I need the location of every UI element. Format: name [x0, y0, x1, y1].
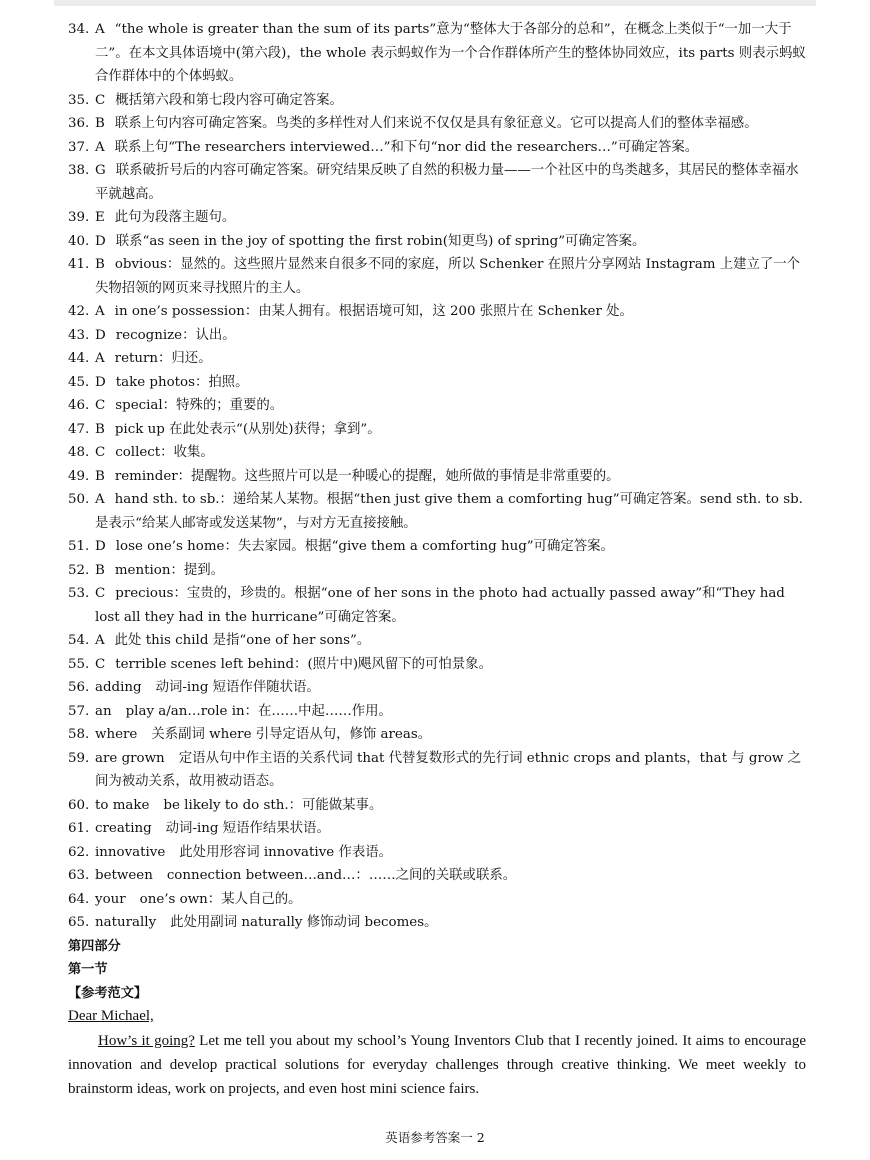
essay-opening: How’s it going? — [98, 1032, 195, 1049]
answer-key: G — [95, 163, 106, 178]
answer-key: B — [95, 421, 105, 437]
answer-item — [68, 206, 806, 230]
answer-item — [68, 653, 806, 677]
answer-item — [68, 465, 806, 489]
answer-word: adding — [95, 680, 142, 695]
answer-word: are grown — [95, 750, 165, 766]
answer-explanation: 此处 this child 是指“one of her sons”。 — [114, 633, 371, 648]
answer-explanation: mention：提到。 — [114, 562, 225, 578]
answer-number: 53. — [68, 586, 90, 601]
page-footer: 英语参考答案一 2 — [385, 1130, 485, 1145]
answer-item — [68, 371, 806, 395]
answer-number: 36. — [68, 116, 90, 131]
answer-number: 40. — [68, 233, 90, 249]
answer-key: D — [95, 539, 106, 554]
answer-explanation: reminder：提醒物。这些照片可以是一种暖心的提醒，她所做的事情是非常重要的。 — [114, 468, 620, 484]
essay-paragraph — [68, 1029, 806, 1101]
answer-item — [68, 347, 806, 371]
answer-explanation: 定语从句中作主语的关系代词 that 代替复数形式的先行词 ethnic crops and plants，that 与 grow 之间为被动关系，故用被动语态。 — [95, 750, 802, 789]
answer-explanation: 联系上句“The researchers interviewed…”和下句“nor did the researchers…”可确定答案。 — [114, 139, 699, 155]
fill-answer-item — [68, 747, 806, 794]
answer-explanation: play a/an…role in：在……中起……作用。 — [125, 703, 392, 719]
answer-key: B — [95, 468, 105, 484]
answer-word: an — [95, 703, 112, 719]
answer-item — [68, 18, 806, 89]
answer-key: C — [95, 586, 106, 601]
answer-number: 59. — [68, 750, 90, 766]
answer-key: D — [95, 327, 106, 343]
answer-number: 43. — [68, 327, 90, 343]
answer-number: 34. — [68, 22, 90, 37]
answer-item — [68, 136, 806, 160]
letter-salutation: Dear Michael, — [68, 1008, 154, 1024]
answer-key: B — [95, 562, 105, 578]
answer-number: 39. — [68, 210, 90, 225]
answer-key: A — [95, 492, 105, 507]
answer-explanation: 动词-ing 短语作结果状语。 — [165, 821, 330, 836]
answer-item — [68, 629, 806, 653]
answer-number: 45. — [68, 374, 90, 390]
answer-explanation: “the whole is greater than the sum of its parts”意为“整体大于各部分的总和”，在概念上类似于“一加一大于二”。在本文具体语境中(第六段)，the whole 表示蚂蚁作为一个合作群体所产生的整体协同效应，its parts 则表示蚂蚁合作群体中的个体蚂蚁。 — [95, 22, 806, 84]
essay-body: Let me tell you about my school’s Young Inventors Club that I recently joined. It aims to encourage innovation and develop practical solutions for everyday challenges through creative thinking. We meet weekly to brainstorm ideas, work on projects, and even host mini science fairs. — [68, 1032, 806, 1097]
answer-number: 35. — [68, 92, 90, 108]
answer-key: A — [95, 304, 105, 319]
answer-explanation: special：特殊的；重要的。 — [115, 398, 284, 413]
answer-explanation: one’s own：某人自己的。 — [139, 891, 302, 907]
sample-essay-label: 【参考范文】 — [68, 985, 148, 1001]
answer-explanation: 此句为段落主题句。 — [114, 210, 236, 225]
answer-key: A — [95, 22, 105, 37]
answer-item — [68, 324, 806, 348]
answer-number: 58. — [68, 727, 90, 742]
fill-answer-item — [68, 864, 806, 888]
fill-answer-item — [68, 888, 806, 912]
answer-number: 65. — [68, 915, 90, 930]
answer-key: D — [95, 374, 106, 390]
answer-item — [68, 253, 806, 300]
top-scan-bar — [54, 0, 816, 6]
fill-answer-item — [68, 723, 806, 747]
answer-number: 62. — [68, 844, 90, 860]
answer-number: 60. — [68, 797, 90, 813]
answer-explanation: 概括第六段和第七段内容可确定答案。 — [115, 92, 343, 108]
answer-number: 48. — [68, 445, 90, 460]
answer-explanation: 此处用副词 naturally 修饰动词 becomes。 — [170, 915, 438, 930]
answer-word: innovative — [95, 844, 166, 860]
answer-word: your — [95, 891, 126, 907]
answer-number: 56. — [68, 680, 90, 695]
answer-explanation: be likely to do sth.：可能做某事。 — [163, 797, 383, 813]
answer-explanation: 联系“as seen in the joy of spotting the first robin(知更鸟) of spring”可确定答案。 — [115, 233, 646, 249]
answer-number: 51. — [68, 539, 90, 554]
answer-explanation: 动词-ing 短语作伴随状语。 — [155, 680, 320, 695]
answer-word: between — [95, 868, 153, 883]
answer-explanation: 此处用形容词 innovative 作表语。 — [179, 844, 393, 860]
answer-key: C — [95, 398, 106, 413]
answer-word: where — [95, 727, 138, 742]
answer-explanation: take photos：拍照。 — [115, 374, 249, 390]
answer-number: 44. — [68, 351, 90, 366]
answer-item — [68, 394, 806, 418]
answer-item — [68, 418, 806, 442]
answer-number: 49. — [68, 468, 90, 484]
section-one-title: 第一节 — [68, 962, 108, 977]
answer-number: 41. — [68, 257, 90, 272]
answer-explanation: connection between…and…：……之间的关联或联系。 — [166, 868, 517, 883]
answer-explanation: in one’s possession：由某人拥有。根据语境可知，这 200 张照片在 Schenker 处。 — [114, 304, 633, 319]
answer-item — [68, 112, 806, 136]
answer-explanation: pick up 在此处表示“(从别处)获得；拿到”。 — [114, 421, 381, 437]
fill-answer-item — [68, 700, 806, 724]
answer-explanation: obvious：显然的。这些照片显然来自很多不同的家庭，所以 Schenker 在照片分享网站 Instagram 上建立了一个失物招领的网页来寻找照片的主人。 — [95, 257, 801, 296]
answer-number: 61. — [68, 821, 90, 836]
answer-number: 63. — [68, 868, 90, 883]
answer-word: naturally — [95, 915, 157, 930]
answer-key: C — [95, 445, 106, 460]
answer-explanation: hand sth. to sb.：递给某人某物。根据“then just give them a comforting hug”可确定答案。send sth. to sb. 是表示“给某人邮寄或发送某物”，与对方无直接接触。 — [95, 492, 803, 531]
answer-item — [68, 582, 806, 629]
part-four-title: 第四部分 — [68, 938, 121, 954]
answer-key: D — [95, 233, 106, 249]
fill-in-answers — [68, 676, 806, 935]
answer-explanation: lose one’s home：失去家园。根据“give them a comforting hug”可确定答案。 — [115, 539, 614, 554]
answer-number: 46. — [68, 398, 90, 413]
answer-explanation: 关系副词 where 引导定语从句，修饰 areas。 — [151, 727, 432, 742]
answer-key: A — [95, 351, 105, 366]
answer-explanation: precious：宝贵的，珍贵的。根据“one of her sons in the photo had actually passed away”和“They had lost all they had in the hurricane”可确定答案。 — [95, 586, 785, 625]
answer-number: 47. — [68, 421, 90, 437]
answer-key: E — [95, 210, 105, 225]
answer-number: 55. — [68, 656, 90, 672]
answer-explanation: return：归还。 — [114, 351, 212, 366]
answer-key: A — [95, 139, 105, 155]
answer-key: C — [95, 92, 106, 108]
answer-item — [68, 441, 806, 465]
answer-explanation: 联系破折号后的内容可确定答案。研究结果反映了自然的积极力量——一个社区中的鸟类越多，其居民的整体幸福水平就越高。 — [95, 163, 799, 202]
answer-key: C — [95, 656, 106, 672]
fill-answer-item — [68, 676, 806, 700]
multiple-choice-answers — [68, 18, 806, 676]
answer-key: A — [95, 633, 105, 648]
answer-explanation: terrible scenes left behind：(照片中)飓风留下的可怕景象。 — [115, 656, 492, 672]
answer-item — [68, 230, 806, 254]
answer-number: 64. — [68, 891, 90, 907]
fill-answer-item — [68, 794, 806, 818]
fill-answer-item — [68, 841, 806, 865]
answer-number: 57. — [68, 703, 90, 719]
answer-explanation: 联系上句内容可确定答案。鸟类的多样性对人们来说不仅仅是具有象征意义。它可以提高人们的整体幸福感。 — [114, 116, 758, 131]
answer-number: 38. — [68, 163, 90, 178]
answer-key: B — [95, 116, 105, 131]
answer-number: 54. — [68, 633, 90, 648]
answer-item — [68, 535, 806, 559]
answer-number: 37. — [68, 139, 90, 155]
answer-item — [68, 89, 806, 113]
answer-item — [68, 159, 806, 206]
fill-answer-item — [68, 817, 806, 841]
answer-item — [68, 488, 806, 535]
fill-answer-item — [68, 911, 806, 935]
answer-word: creating — [95, 821, 152, 836]
answer-word: to make — [95, 797, 150, 813]
answer-number: 50. — [68, 492, 90, 507]
answer-content — [68, 18, 806, 1101]
answer-explanation: collect：收集。 — [115, 445, 214, 460]
answer-key: B — [95, 257, 105, 272]
answer-number: 52. — [68, 562, 90, 578]
answer-item — [68, 300, 806, 324]
answer-explanation: recognize：认出。 — [115, 327, 236, 343]
answer-item — [68, 559, 806, 583]
answer-number: 42. — [68, 304, 90, 319]
